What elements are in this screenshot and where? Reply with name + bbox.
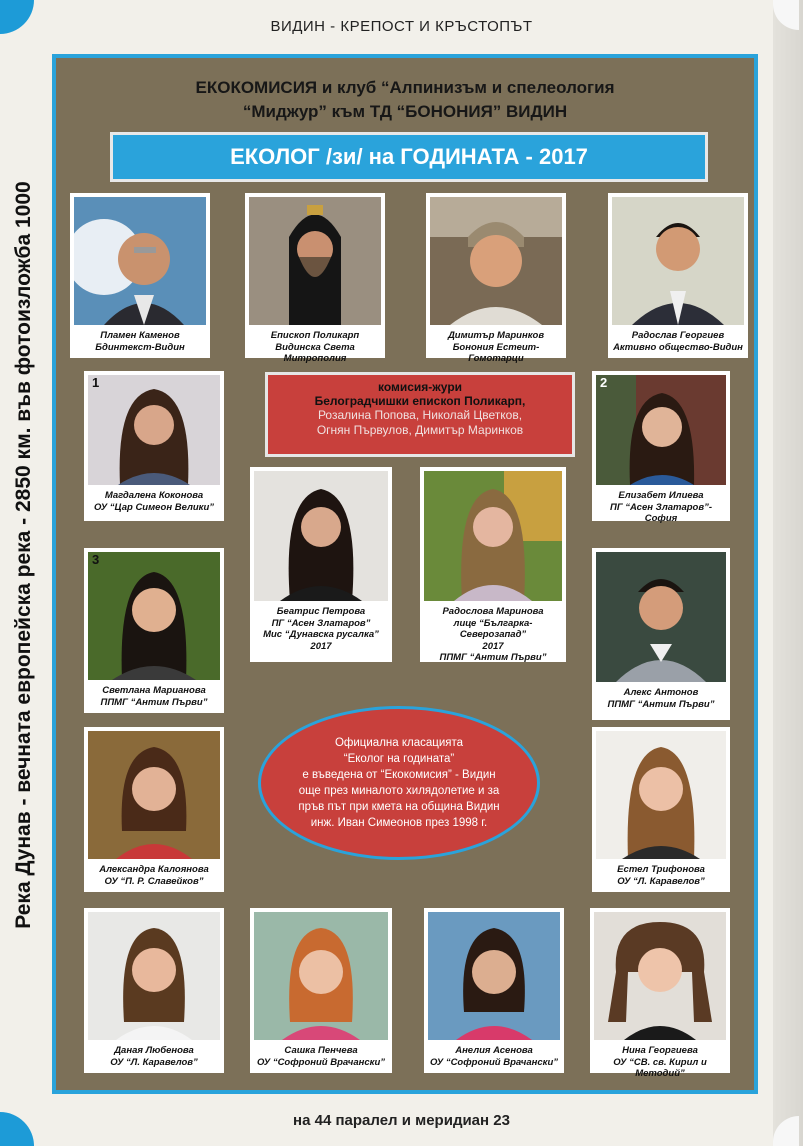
info-oval xyxy=(258,706,540,860)
person-affiliation: Активно общество-Видин xyxy=(613,341,743,353)
person-card xyxy=(420,467,566,662)
person-card xyxy=(250,908,392,1073)
page-header: ВИДИН - КРЕПОСТ И КРЪСТОПЪТ xyxy=(270,18,533,35)
person-name: Нина Георгиева xyxy=(622,1045,698,1056)
person-card xyxy=(245,193,385,364)
person-card xyxy=(608,193,748,358)
person-affiliation: ОУ “П. Р. Славейков” xyxy=(104,875,204,887)
info-line: инж. Иван Симеонов през 1998 г. xyxy=(310,817,488,829)
portrait-photo xyxy=(74,197,206,325)
portrait-photo xyxy=(428,912,560,1040)
person-affiliation: ОУ “СВ. св. Кирил и Методий” xyxy=(613,1056,707,1079)
jury-line: Розалина Попова, Николай Цветков, xyxy=(317,408,523,422)
info-line: пръв път при кмета на община Видин xyxy=(298,801,500,813)
person-affiliation: ОУ “Цар Симеон Велики” xyxy=(93,501,215,513)
person-card xyxy=(590,908,730,1079)
person-card xyxy=(84,908,224,1073)
portrait-photo xyxy=(594,912,726,1040)
person-card xyxy=(592,548,730,720)
portrait-photo xyxy=(596,731,726,859)
person-affiliation: Видинска Света Митрополия xyxy=(275,341,355,364)
side-caption: Река Дунав - вечната европейска река - 2850 км. във фотоизложба 1000 xyxy=(12,181,35,929)
person-title: лице “Българка-Северозапад” xyxy=(453,617,533,640)
person-name: Естел Трифонова xyxy=(617,864,705,875)
page-footer: на 44 паралел и меридиан 23 xyxy=(293,1112,510,1129)
page-edge xyxy=(773,0,803,1146)
person-affiliation: ПГ “Асен Златаров” xyxy=(271,617,371,629)
info-line: “Еколог на годината” xyxy=(343,753,455,765)
portrait-photo xyxy=(424,471,562,601)
jury-line: Огнян Първулов, Димитър Маринков xyxy=(316,423,524,437)
person-affiliation: ПГ “Асен Златаров”-София xyxy=(609,501,713,524)
person-affiliation: ОУ “Л. Каравелов” xyxy=(617,875,705,887)
person-name: Елизабет Илиева xyxy=(618,490,704,501)
organization-title xyxy=(52,76,758,124)
person-card xyxy=(592,371,730,524)
jury-panel xyxy=(265,372,575,457)
poster-title-banner: ЕКОЛОГ /зи/ на ГОДИНАТА - 2017 xyxy=(110,132,708,182)
portrait-photo xyxy=(596,375,726,485)
person-name: Анелия Асенова xyxy=(455,1045,533,1056)
org-line: “Миджур” към ТД “БОНОНИЯ” ВИДИН xyxy=(242,102,568,121)
portrait-photo xyxy=(88,912,220,1040)
person-name: Димитър Маринков xyxy=(447,330,545,341)
rank-badge: 2 xyxy=(600,375,608,390)
portrait-photo xyxy=(249,197,381,325)
person-card xyxy=(84,548,224,713)
person-affiliation: ОУ “Софроний Врачански” xyxy=(429,1056,559,1068)
person-name: Беатрис Петрова xyxy=(276,606,366,617)
person-card xyxy=(84,371,224,521)
jury-title: комисия-жури xyxy=(377,380,463,394)
person-affiliation: ППМГ “Антим Първи” xyxy=(607,698,715,710)
person-name: Александра Калоянова xyxy=(99,864,209,875)
person-year: 2017 xyxy=(310,640,332,652)
person-card xyxy=(250,467,392,662)
person-card xyxy=(424,908,564,1073)
person-affiliation: ОУ “Софроний Врачански” xyxy=(256,1056,386,1068)
person-affiliation: Бдинтекст-Видин xyxy=(95,341,185,353)
person-affiliation: ППМГ “Антим Първи” xyxy=(439,652,547,663)
person-affiliation: ОУ “Л. Каравелов” xyxy=(110,1056,198,1068)
portrait-photo xyxy=(430,197,562,325)
person-title: Мис “Дунавска русалка” xyxy=(263,629,379,640)
person-name: Алекс Антонов xyxy=(623,687,699,698)
person-affiliation: Бонония Естеит-Гомотарци xyxy=(452,341,540,364)
person-name: Магдалена Коконова xyxy=(104,490,204,501)
person-year: 2017 xyxy=(482,640,504,652)
person-name: Пламен Каменов xyxy=(100,330,180,341)
portrait-photo xyxy=(254,912,388,1040)
portrait-photo xyxy=(612,197,744,325)
rank-badge: 1 xyxy=(92,375,100,390)
person-name: Радослав Георгиев xyxy=(631,330,725,341)
rank-badge: 3 xyxy=(92,552,100,567)
info-line: Официална класацията xyxy=(334,737,464,749)
person-name: Епископ Поликарп xyxy=(270,330,360,341)
info-line: още през миналото хилядолетие и за xyxy=(298,785,500,797)
portrait-photo xyxy=(254,471,388,601)
person-card xyxy=(592,727,730,892)
person-card xyxy=(426,193,566,364)
portrait-photo xyxy=(88,552,220,680)
portrait-photo xyxy=(596,552,726,682)
org-line: ЕКОКОМИСИЯ и клуб “Алпинизъм и спелеология xyxy=(195,78,615,97)
person-card xyxy=(70,193,210,358)
person-name: Даная Любенова xyxy=(114,1045,194,1056)
person-card xyxy=(84,727,224,892)
jury-line: Белоградчишки епископ Поликарп, xyxy=(314,394,526,408)
portrait-photo xyxy=(88,731,220,859)
portrait-photo xyxy=(88,375,220,485)
person-name: Радослова Маринова xyxy=(442,606,544,617)
person-name: Сашка Пенчева xyxy=(284,1045,358,1056)
info-line: е въведена от “Екокомисия” - Видин xyxy=(302,769,496,781)
person-affiliation: ППМГ “Антим Първи” xyxy=(100,696,208,708)
person-name: Светлана Марианова xyxy=(102,685,206,696)
